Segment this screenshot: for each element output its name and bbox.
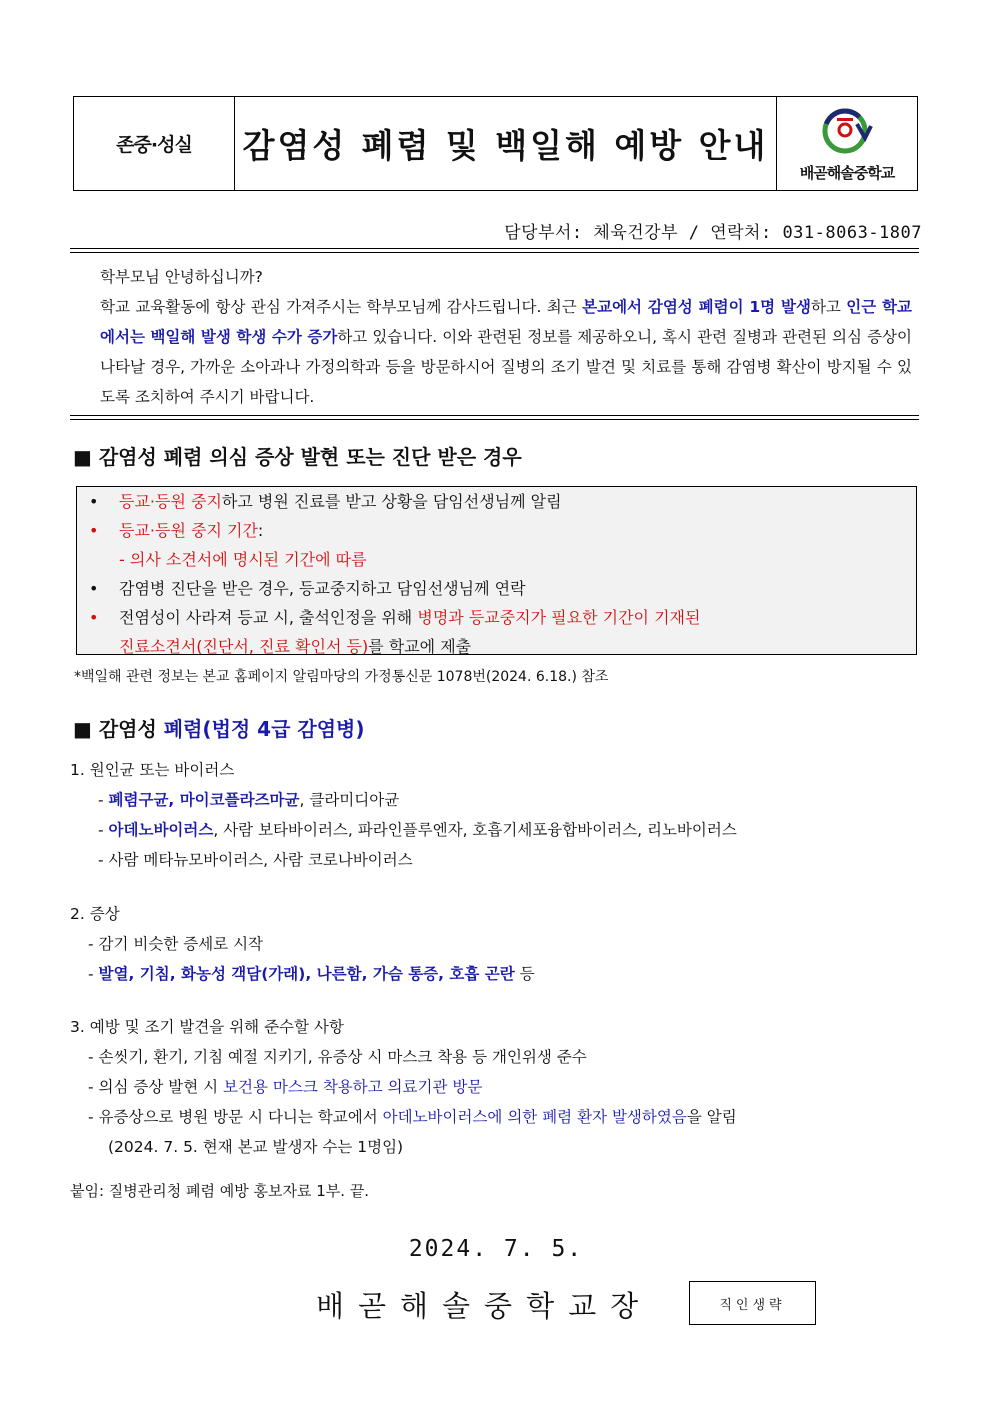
- prevention-block: [70, 1012, 737, 1162]
- seal-box: 직인생략: [689, 1281, 816, 1325]
- school-logo-icon: [817, 104, 877, 160]
- attachment: 붙임: 질병관리청 폐렴 예방 홍보자료 1부. 끝.: [70, 1182, 370, 1200]
- list-item: - 의심 증상 발현 시 보건용 마스크 착용하고 의료기관 방문: [88, 1078, 483, 1096]
- school-logo-name: 배곧해솔중학교: [799, 164, 895, 182]
- heading: 2. 증상: [70, 905, 120, 923]
- principal-name: 배곧해솔중학교장: [316, 1289, 653, 1323]
- list-item: • 등교·등원 중지 기간:: [89, 521, 264, 540]
- list-item: - 유증상으로 병원 방문 시 다니는 학교에서 아데노바이러스에 의한 폐렴 환자 발생하였음을 알림: [88, 1108, 737, 1126]
- list-item: • 감염병 진단을 받은 경우, 등교중지하고 담임선생님께 연락: [89, 579, 526, 598]
- heading: 3. 예방 및 조기 발견을 위해 준수할 사항: [70, 1018, 344, 1036]
- heading: 1. 원인균 또는 바이러스: [70, 761, 235, 779]
- list-item: - 감기 비슷한 증세로 시작: [88, 935, 264, 953]
- list-item: - 폐렴구균, 마이코플라즈마균, 클라미디아균: [98, 791, 400, 809]
- intro: [82, 262, 912, 412]
- school-logo-block: [776, 97, 917, 190]
- section1-box: [76, 486, 917, 655]
- symptoms-block: [70, 899, 535, 989]
- note: *백일해 관련 정보는 본교 홈페이지 알림마당의 가정통신문 1078번(2024. 6.18.) 참조: [74, 669, 609, 685]
- list-item-cont: (2024. 7. 5. 현재 본교 발생자 수는 1명임): [108, 1138, 404, 1156]
- greeting: 학부모님 안녕하십니까?: [100, 268, 263, 286]
- divider: [70, 248, 919, 253]
- list-item: - 발열, 기침, 화농성 객담(가래), 나른함, 가슴 통증, 호흡 곤란 등: [88, 965, 535, 983]
- school-motto: 존중·성실: [74, 97, 235, 190]
- list-item: - 사람 메타뉴모바이러스, 사람 코로나바이러스: [98, 851, 413, 869]
- contact-info: 담당부서: 체육건강부 / 연락처: 031-8063-1807: [504, 223, 922, 243]
- list-item-cont: 진료소견서(진단서, 진료 확인서 등)를 학교에 제출: [119, 637, 472, 656]
- header-box: [73, 96, 918, 191]
- list-item: - 손씻기, 환기, 기침 예절 지키기, 유증상 시 마스크 착용 등 개인위생 준수: [88, 1048, 587, 1066]
- section1-title: ■ 감염성 폐렴 의심 증상 발현 또는 진단 받은 경우: [73, 445, 522, 469]
- causes-block: [70, 755, 737, 875]
- document-title: 감염성 폐렴 및 백일해 예방 안내: [242, 126, 769, 165]
- issue-date: 2024. 7. 5.: [408, 1236, 584, 1262]
- section2-title: ■ 감염성 폐렴(법정 4급 감염병): [73, 717, 365, 741]
- divider: [70, 415, 919, 420]
- list-item: • 전염성이 사라져 등교 시, 출석인정을 위해 병명과 등교중지가 필요한 기간이 기재된: [89, 608, 701, 627]
- list-item: • 등교·등원 중지하고 병원 진료를 받고 상황을 담임선생님께 알림: [89, 492, 562, 511]
- intro-paragraph: 학교 교육활동에 항상 관심 가져주시는 학부모님께 감사드립니다. 최근 본교에서 감염성 폐렴이 1명 발생하고 인근 학교에서는 백일해 발생 학생 수가 증가하고 있습니다. 이와 관련된 정보를 제공하오니, 혹시 관련 질병과 관련된 의심 증상이 나타날 경우, 가까운 소아과나 가정의학과 등을 방문하시어 질병의 조기 발견 및 치료를 통해 감염병 확산이 방지될 수 있도록 조치하여 주시기 바랍니다.: [100, 298, 912, 406]
- list-subitem: - 의사 소견서에 명시된 기간에 따름: [119, 550, 367, 569]
- list-item: - 아데노바이러스, 사람 보타바이러스, 파라인플루엔자, 호흡기세포융합바이러스, 리노바이러스: [98, 821, 737, 839]
